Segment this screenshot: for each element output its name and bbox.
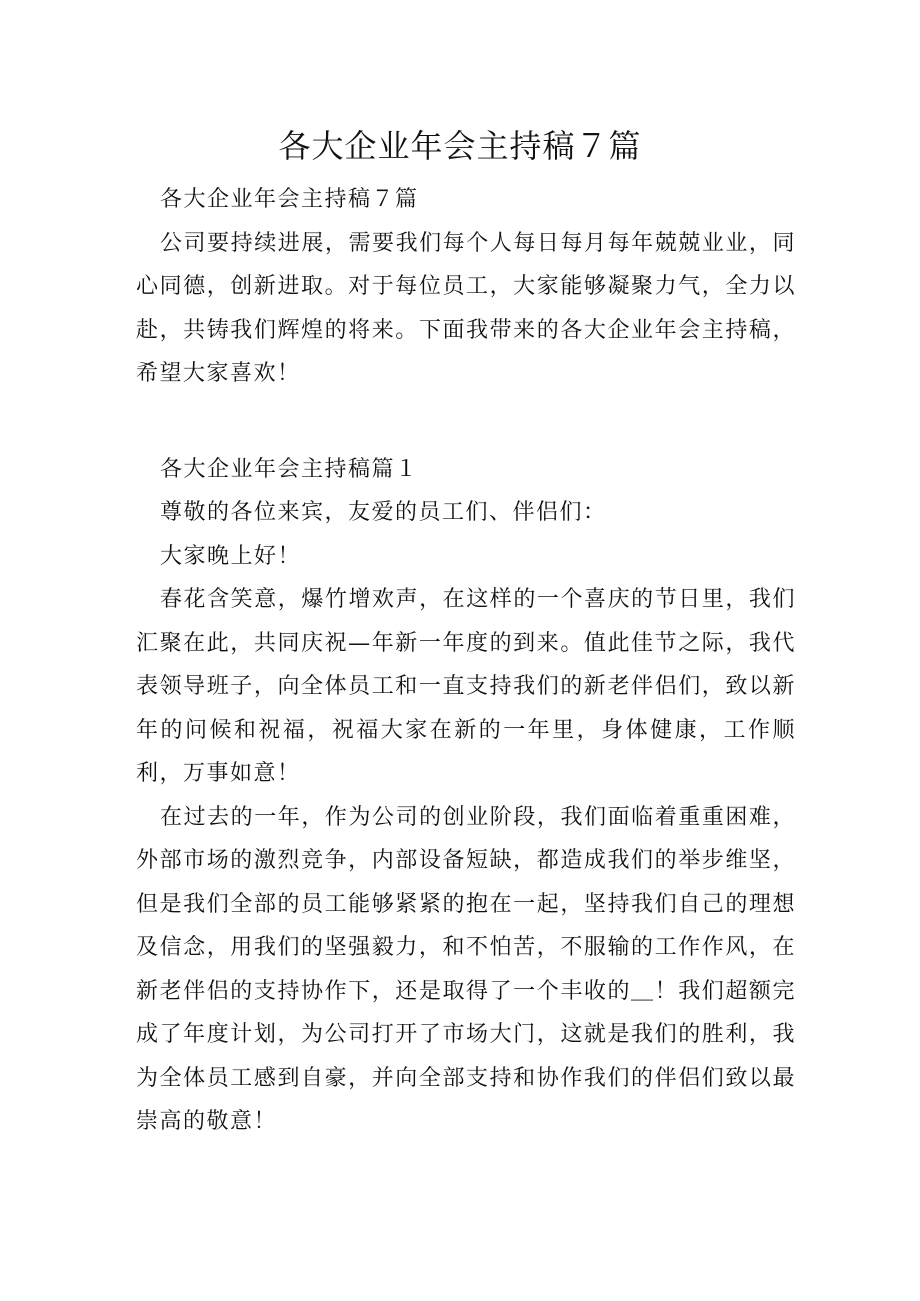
greeting-line: 尊敬的各位来宾，友爱的员工们、伴侣们： — [160, 500, 607, 525]
intro-paragraph: 公司要持续进展，需要我们每个人每日每月每年兢兢业业，同心同德，创新进取。对于每位员工，大家能够凝聚力气，全力以赴，共铸我们辉煌的将来。下面我带来的各大企业年会主持稿，希望大家喜欢！ — [136, 230, 796, 386]
document-title: 各大企业年会主持稿７篇 — [278, 127, 642, 165]
document-body — [136, 178, 796, 1144]
body-paragraph-2: 在过去的一年，作为公司的创业阶段，我们面临着重重困难，外部市场的激烈竞争，内部设备短缺，都造成我们的举步维坚，但是我们全部的员工能够紧紧的抱在一起，坚持我们自己的理想及信念，用我们的坚强毅力，和不怕苦，不服输的工作作风，在新老伴侣的支持协作下，还是取得了一个丰收的＿！我们超额完成了年度计划，为公司打开了市场大门，这就是我们的胜利，我为全体员工感到自豪，并向全部支持和协作我们的伴侣们致以最崇高的敬意！ — [136, 804, 796, 1134]
body-paragraph-1: 春花含笑意，爆竹增欢声，在这样的一个喜庆的节日里，我们汇聚在此，共同庆祝—年新一年度的到来。值此佳节之际，我代表领导班子，向全体员工和一直支持我们的新老伴侣们，致以新年的问候和祝福，祝福大家在新的一年里，身体健康，工作顺利，万事如意！ — [136, 587, 796, 786]
salutation-line: 大家晚上好！ — [160, 543, 302, 569]
section-spacer — [136, 396, 796, 448]
section-heading: 各大企业年会主持稿篇１ — [160, 456, 419, 482]
document-subtitle: 各大企业年会主持稿７篇 — [160, 187, 419, 212]
